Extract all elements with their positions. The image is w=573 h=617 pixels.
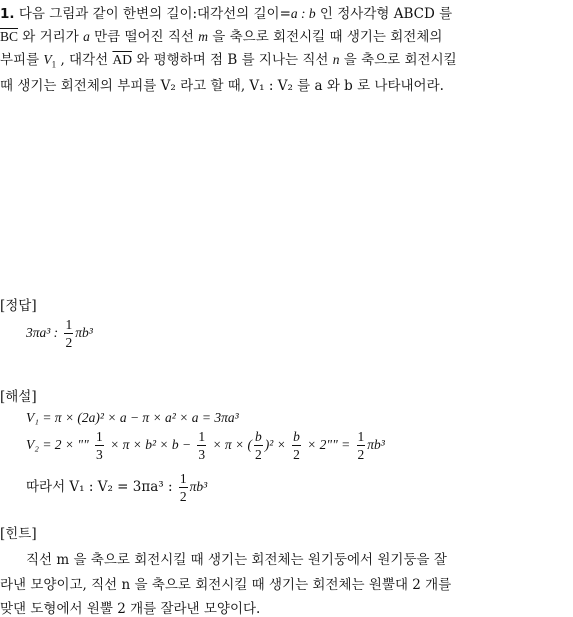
figure-area [0,110,573,290]
solution-heading: [해설] [0,389,37,405]
problem-line-1 [0,2,452,22]
problem-line-3 [0,48,457,70]
fraction-1-3: $\frac{1}{3}$ [96,429,103,462]
fraction-b-2: $\frac{b}{2}$ [255,429,262,462]
problem-line-4: 때 생기는 회전체의 부피를 V₂ 라고 할 때, V₁ : V₂ 를 a 와 b 로 나타내어라. [0,78,444,94]
fraction-1-2: $\frac{1}{2}$ [357,429,365,462]
var-a: a [83,29,90,44]
answer-left: 3πa³ : [26,325,59,340]
v1-subscript: 1 [51,59,57,70]
problem-text-3c: 와 평행하며 점 B 를 지나는 직선 [131,52,333,68]
answer-heading: [정답] [0,298,37,314]
segment-ad: $\overline{AD}$ [112,52,132,67]
problem-text-2a: 와 거리가 [18,29,84,45]
segment-bc: $\overline{BC}$ [0,29,19,44]
hint-line-2: 라낸 모양이고, 직선 n 을 축으로 회전시킬 때 생기는 회전체는 원뿔대 2 개를 [0,577,452,593]
problem-line-2 [0,25,442,45]
fraction-1-2-b: $\frac{1}{2}$ [179,471,187,504]
answer-expression [26,318,93,349]
answer-right: πb³ [75,325,93,340]
problem-text-2b: 만큼 떨어진 직선 [89,29,199,45]
problem-text-3b: , 대각선 [56,52,113,68]
problem-text-3a: 부피를 [0,52,44,68]
problem-text-3d: 을 축으로 회전시킬 [339,52,457,68]
problem-text-1a: 다음 그림과 같이 한변의 길이:대각선의 길이= [18,6,291,22]
problem-text-2c: 을 축으로 회전시킬 때 생기는 회전체의 [208,29,443,45]
answer-fraction: $\frac{1}{2}$ [65,317,73,350]
problem-number: 1. [0,6,15,22]
solution-line-1: V₁ = π × (2a)² × a − π × a² × a = 3πa³ [26,410,239,425]
line-m: m [198,29,209,44]
solution-line-2: V₂ = 2 × "" $\frac{1}{3}$ × π × b² × b − $\frac{1}{3}$ × π × ( $\frac{b}{2}$ )² × $\frac{b}{2}$ × 2"" = $\frac{1}{2}$ πb³ [26,429,385,462]
v1-symbol: V [43,52,52,67]
hint-heading: [힌트] [0,526,37,542]
hint-line-1: 직선 m 을 축으로 회전시킬 때 생기는 회전체는 원기둥에서 원기둥을 잘 [26,552,447,568]
hint-line-3: 맞댄 도형에서 원뿔 2 개를 잘라낸 모양이다. [0,601,261,617]
fraction-b-2-b: $\frac{b}{2}$ [293,429,300,462]
line-n: n [332,52,340,67]
solution-line-3: 따라서 V₁ : V₂ = 3πa³ : $\frac{1}{2}$ πb³ [26,471,208,504]
fraction-1-3-b: $\frac{1}{3}$ [198,429,206,462]
ratio-a-b: a : b [290,6,316,21]
problem-text-1b: 인 정사각형 ABCD 를 [315,6,453,22]
